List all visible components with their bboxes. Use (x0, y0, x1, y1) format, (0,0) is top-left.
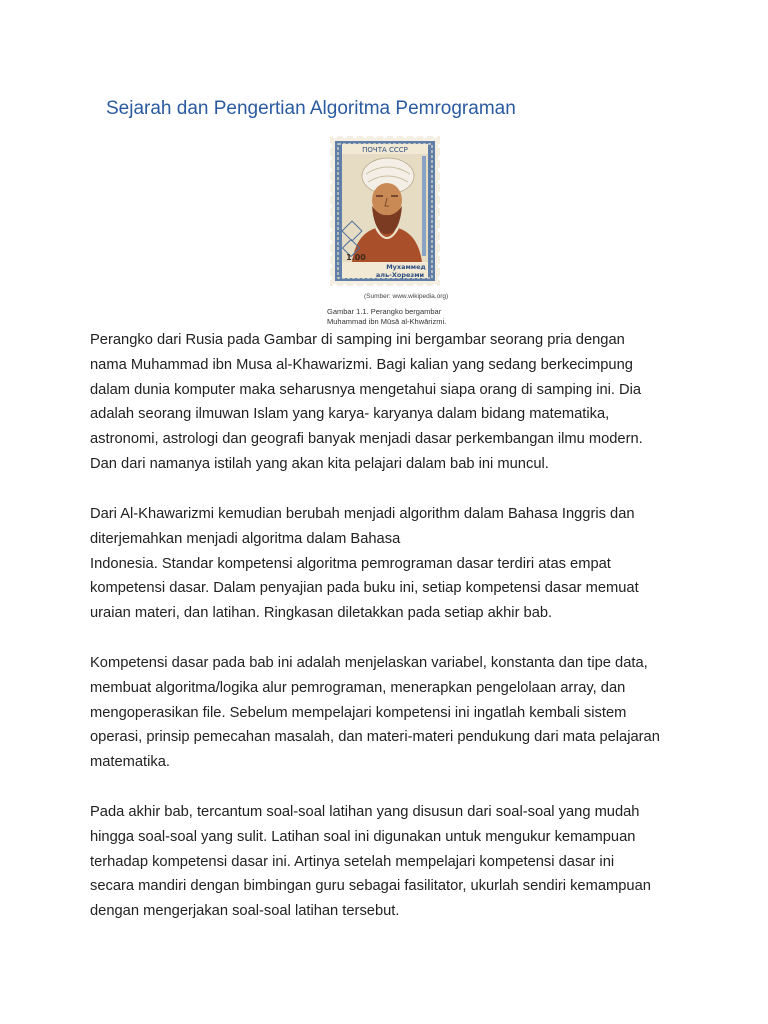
paragraph-line: terhadap kompetensi dasar ini. Artinya setelah mempelajari kompetensi dasar ini (90, 853, 615, 870)
paragraph-line: matematika. (90, 754, 170, 771)
paragraph-line: Dan dari namanya istilah yang akan kita pelajari dalam bab ini muncul. (90, 455, 549, 472)
paragraph-line: nama Muhammad ibn Musa al-Khawarizmi. Bagi kalian yang sedang berkecimpung (90, 356, 633, 373)
paragraph-2 (90, 502, 690, 626)
paragraph-line: membuat algoritma/logika alur pemrograman, menerapkan pengelolaan array, dan (90, 679, 626, 696)
paragraph-line: mengoperasikan file. Sebelum mempelajari kompetensi ini ingatlah kembali sistem (90, 704, 627, 721)
figure-caption-line1: Gambar 1.1. Perangko bergambar (327, 307, 442, 316)
page-title: Sejarah dan Pengertian Algoritma Pemrograman (106, 98, 516, 119)
paragraph-line: kompetensi dasar. Dalam penyajian pada buku ini, setiap kompetensi dasar memuat (90, 580, 639, 597)
stamp-value: 1.00 (346, 253, 366, 262)
figure-caption-line2: Muhammad ibn Mūsā al-Khwārizmi. (327, 317, 447, 326)
paragraph-line: hingga soal-soal yang sulit. Latihan soal ini digunakan untuk mengukur kemampuan (90, 828, 636, 845)
paragraph-line: dengan mengerjakan soal-soal latihan tersebut. (90, 903, 400, 920)
paragraph-line: Kompetensi dasar pada bab ini adalah menjelaskan variabel, konstanta dan tipe data, (90, 655, 648, 671)
paragraph-4 (90, 800, 690, 924)
paragraph-line: Perangko dari Rusia pada Gambar di samping ini bergambar seorang pria dengan (90, 332, 625, 348)
paragraph-line: secara mandiri dengan bimbingan guru sebagai fasilitator, ukurlah sendiri kemampuan (90, 878, 651, 895)
stamp-top-text: ПОЧТА СССР (362, 146, 408, 154)
paragraph-line: astronomi, astrologi dan geografi banyak menjadi dasar perkembangan ilmu modern. (90, 431, 643, 448)
figure-source: (Sumber: www.wikipedia.org) (364, 293, 449, 300)
paragraph-line: Indonesia. Standar kompetensi algoritma pemrograman dasar terdiri atas empat (90, 555, 611, 572)
stamp-name-line1: Мухаммед (386, 263, 426, 271)
paragraph-1 (90, 328, 690, 477)
stamp-image (330, 136, 440, 286)
paragraph-line: dalam dunia komputer maka seharusnya mengetahui siapa orang di samping ini. Dia (90, 381, 642, 398)
paragraph-line: Dari Al-Khawarizmi kemudian berubah menjadi algorithm dalam Bahasa Inggris dan (90, 506, 635, 522)
stamp-name-line2: аль-Хорезми (375, 271, 425, 279)
stamp-figure (330, 136, 440, 286)
paragraph-line: uraian materi, dan latihan. Ringkasan diletakkan pada setiap akhir bab. (90, 605, 553, 622)
paragraph-line: diterjemahkan menjadi algoritma dalam Bahasa (90, 530, 401, 547)
paragraph-3 (90, 651, 690, 775)
figure-caption (327, 307, 446, 327)
paragraph-line: Pada akhir bab, tercantum soal-soal latihan yang disusun dari soal-soal yang mudah (90, 804, 640, 820)
paragraph-line: operasi, prinsip pemecahan masalah, dan materi-materi pendukung dari mata pelajaran (90, 729, 660, 746)
paragraph-line: adalah seorang ilmuwan Islam yang karya- karyanya dalam bidang matematika, (90, 406, 610, 423)
